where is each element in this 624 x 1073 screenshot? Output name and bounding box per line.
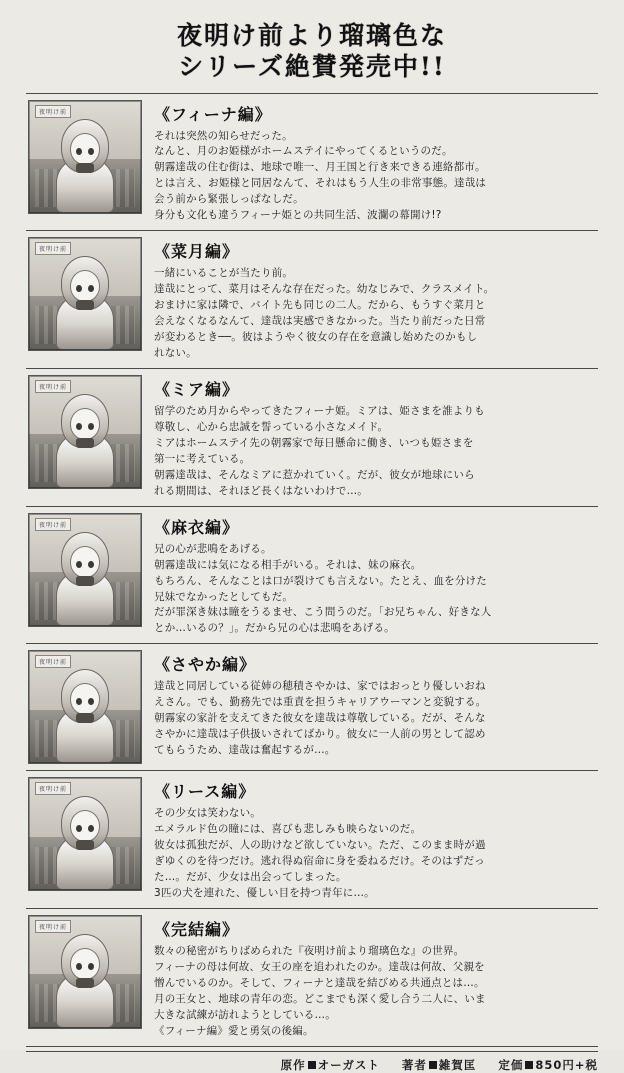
character-illustration (28, 100, 142, 214)
illustration-character (54, 392, 116, 488)
entry-description-line: フィーナの母は何故、女王の座を追われたのか。達哉は何故、父親を (154, 961, 485, 974)
page-header (26, 20, 598, 83)
entry-description-line: とは言え、お姫様と同居なんて、それはもう人生の非常事態。達哉は (154, 177, 487, 190)
illustration-character (54, 794, 116, 890)
entry-text (150, 98, 598, 227)
character-illustration (28, 650, 142, 764)
entry-list (26, 93, 598, 1047)
illustration-logo-label: 夜明け前 (35, 782, 71, 795)
character-illustration (28, 915, 142, 1029)
illustration-logo-label: 夜明け前 (35, 518, 71, 531)
entry-row (26, 94, 598, 232)
entry-description-line: 達哉と同居している従姉の穂積さやかは、家ではおっとり優しいおね (154, 680, 486, 693)
entry-title: 《ミア編》 (154, 379, 240, 399)
entry-text (150, 775, 598, 904)
entry-description-line: だが罪深き妹は瞳をうるませ、こう問うのだ。「お兄ちゃん、好きな人 (154, 606, 492, 619)
entry-row (26, 369, 598, 507)
character-illustration (28, 777, 142, 891)
entry-text (150, 913, 598, 1042)
entry-description (154, 266, 596, 362)
character-illustration (28, 375, 142, 489)
character-eye-left (76, 285, 82, 292)
entry-description (154, 944, 596, 1040)
square-bullet-icon (429, 1061, 437, 1069)
character-ribbon (76, 576, 94, 586)
character-face (70, 408, 100, 440)
character-face (70, 810, 100, 842)
entry-title: 《リース編》 (154, 782, 256, 802)
character-face (70, 546, 100, 578)
entry-text (150, 373, 598, 502)
footer-price (498, 1057, 598, 1073)
illustration-character (54, 667, 116, 763)
entry-description-line: 一緒にいることが当たり前。 (154, 267, 294, 280)
footer-chosha-label: 著者 (401, 1057, 427, 1072)
character-illustration (28, 513, 142, 627)
entry-description-line: その少女は笑わない。 (154, 807, 261, 820)
entry-row (26, 909, 598, 1047)
character-eye-right (88, 698, 94, 705)
header-title-line1: 夜明け前より瑠璃色な (176, 21, 447, 50)
illustration-character (54, 254, 116, 350)
entry-description-line: 大きな試練が訪れようとしている…。 (154, 1008, 336, 1021)
character-eye-left (76, 561, 82, 568)
entry-description-line: 会えなくなるなんて、達哉は実感できなかった。当たり前だった日常 (154, 315, 486, 328)
footer-price-value: 850円+税 (535, 1057, 598, 1072)
entry-description-line: 3匹の犬を連れた、優しい目を持つ青年に…。 (154, 887, 375, 900)
entry-description-line: 兄妹でなかったとしてもだ。 (154, 590, 294, 603)
entry-description (154, 404, 596, 500)
illustration-logo-label: 夜明け前 (35, 655, 71, 668)
character-eye-right (88, 561, 94, 568)
entry-description-line: 数々の秘密がちりばめられた『夜明け前より瑠璃色な』の世界。 (154, 945, 465, 958)
entry-description-line: さやかに達哉は子供扱いされてばかり。彼女に一人前の男として認め (154, 728, 486, 741)
entry-description-line: てもらうため、達哉は奮起するが…。 (154, 744, 336, 757)
footer-gensaku (281, 1057, 380, 1073)
footer-chosha-value: 雑賀匡 (438, 1057, 477, 1072)
footer-gensaku-value: オーガスト (317, 1057, 380, 1072)
entry-description-line: 達哉にとって、菜月はそんな存在だった。幼なじみで、クラスメイト。 (154, 283, 495, 296)
header-title-line2: シリーズ絶賛発売中!! (178, 52, 446, 82)
illustration-character (54, 117, 116, 213)
character-eye-right (88, 148, 94, 155)
illustration-logo-label: 夜明け前 (35, 105, 71, 118)
character-ribbon (76, 163, 94, 173)
entry-description-line: 朝霧達哉は、そんなミアに惹かれていく。だが、彼女が地球にいら (154, 468, 475, 481)
entry-description-line: 留学のため月からやってきたフィーナ姫。ミアは、姫さまを誰よりも (154, 404, 485, 417)
entry-description-line: 朝霧達哉には気になる相手がいる。それは、妹の麻衣。 (154, 558, 422, 571)
entry-row (26, 771, 598, 909)
entry-title: 《完結編》 (154, 920, 240, 940)
entry-title: 《フィーナ編》 (154, 104, 272, 124)
entry-text (150, 235, 598, 364)
character-eye-right (88, 825, 94, 832)
character-eye-right (88, 963, 94, 970)
character-ribbon (76, 840, 94, 850)
character-face (70, 270, 100, 302)
footer-gensaku-label: 原作 (280, 1057, 306, 1072)
footer-price-label: 定価 (498, 1057, 524, 1072)
entry-description-line: 会う前から緊張しっぱなしだ。 (154, 193, 304, 206)
entry-description-line: ミアはホームステイ先の朝霧家で毎日懸命に働き、いつも姫さまを (154, 436, 474, 449)
entry-description (154, 129, 596, 225)
entry-description-line: えさん。でも、勤務先では重責を担うキャリアウーマンと変貌する。 (154, 696, 487, 709)
entry-description-line: れない。 (154, 346, 197, 359)
entry-description-line: 月の王女と、地球の青年の恋。どこまでも深く愛し合う二人に、いま (154, 992, 486, 1005)
character-illustration (28, 237, 142, 351)
entry-title: 《菜月編》 (154, 242, 240, 262)
character-eye-left (76, 148, 82, 155)
character-face (70, 683, 100, 715)
illustration-character (54, 932, 116, 1028)
entry-description (154, 542, 596, 638)
footer-chosha (402, 1057, 477, 1073)
entry-description-line: それは突然の知らせだった。 (154, 129, 293, 142)
entry-description-line: ぎゆくのを待つだけ。逃れ得ぬ宿命に身を委ねるだけ。そのはずだっ (154, 855, 485, 868)
character-eye-left (76, 825, 82, 832)
entry-description-line: おまけに家は隣で、バイト先も同じの二人。だから、もうすぐ菜月と (154, 299, 486, 312)
entry-description-line: 朝霧家の家計を支えてきた彼女を達哉は尊敬している。だが、そんな (154, 712, 486, 725)
character-eye-right (88, 285, 94, 292)
square-bullet-icon (525, 1061, 533, 1069)
entry-description-line: 憎んでいるのか。そして、フィーナと達哉を結びめる共通点とは…。 (154, 977, 485, 989)
entry-row (26, 231, 598, 369)
entry-description (154, 679, 596, 759)
character-face (70, 948, 100, 980)
entry-row (26, 507, 598, 645)
character-ribbon (76, 438, 94, 448)
entry-title: 《麻衣編》 (154, 517, 240, 537)
entry-description (154, 806, 596, 902)
character-eye-left (76, 963, 82, 970)
entry-title: 《さやか編》 (154, 655, 257, 675)
entry-description-line: 彼女は孤独だが、人の助けなど欲していない。ただ、このまま時が過 (154, 839, 486, 852)
character-eye-left (76, 698, 82, 705)
entry-description-line: れる期間は、それほど長くはないわけで…。 (154, 484, 368, 497)
character-ribbon (76, 978, 94, 988)
entry-description-line: 《フィーナ編》愛と勇気の後編。 (154, 1024, 314, 1037)
entry-description-line: 第一に考えている。 (154, 452, 251, 465)
entry-description-line: 尊敬し、心から忠誠を誓っている小さなメイド。 (154, 420, 389, 433)
character-face (70, 133, 100, 165)
entry-description-line: た…。だが、少女は出会ってしまった。 (154, 871, 347, 884)
entry-description-line: が変わるとき──。彼はようやく彼女の存在を意識し始めたのかもし (154, 331, 478, 344)
entry-description-line: 兄の心が悲鳴をあげる。 (154, 542, 272, 555)
character-ribbon (76, 300, 94, 310)
entry-description-line: もちろん、そんなことは口が裂けても言えない。たとえ、血を分けた (154, 574, 487, 587)
illustration-logo-label: 夜明け前 (35, 380, 71, 393)
character-eye-right (88, 423, 94, 430)
character-ribbon (76, 713, 94, 723)
entry-description-line: 朝霧達哉の住む街は、地球で唯一、月王国と行き来できる連絡都市。 (154, 161, 486, 174)
entry-description-line: 身分も文化も違うフィーナ姫との共同生活、波瀾の幕開け!? (154, 209, 442, 222)
entry-text (150, 648, 598, 766)
entry-description-line: エメラルド色の瞳には、喜びも悲しみも映らないのだ。 (154, 823, 422, 836)
entry-row (26, 644, 598, 771)
illustration-character (54, 530, 116, 626)
entry-text (150, 511, 598, 640)
square-bullet-icon (308, 1061, 316, 1069)
illustration-logo-label: 夜明け前 (35, 920, 71, 933)
page-footer (26, 1051, 598, 1073)
illustration-logo-label: 夜明け前 (35, 242, 71, 255)
character-eye-left (76, 423, 82, 430)
entry-description-line: なんと、月のお姫様がホームステイにやってくるというのだ。 (154, 145, 453, 158)
entry-description-line: とか…いるの？」。だから兄の心は悲鳴をあげる。 (154, 622, 395, 635)
